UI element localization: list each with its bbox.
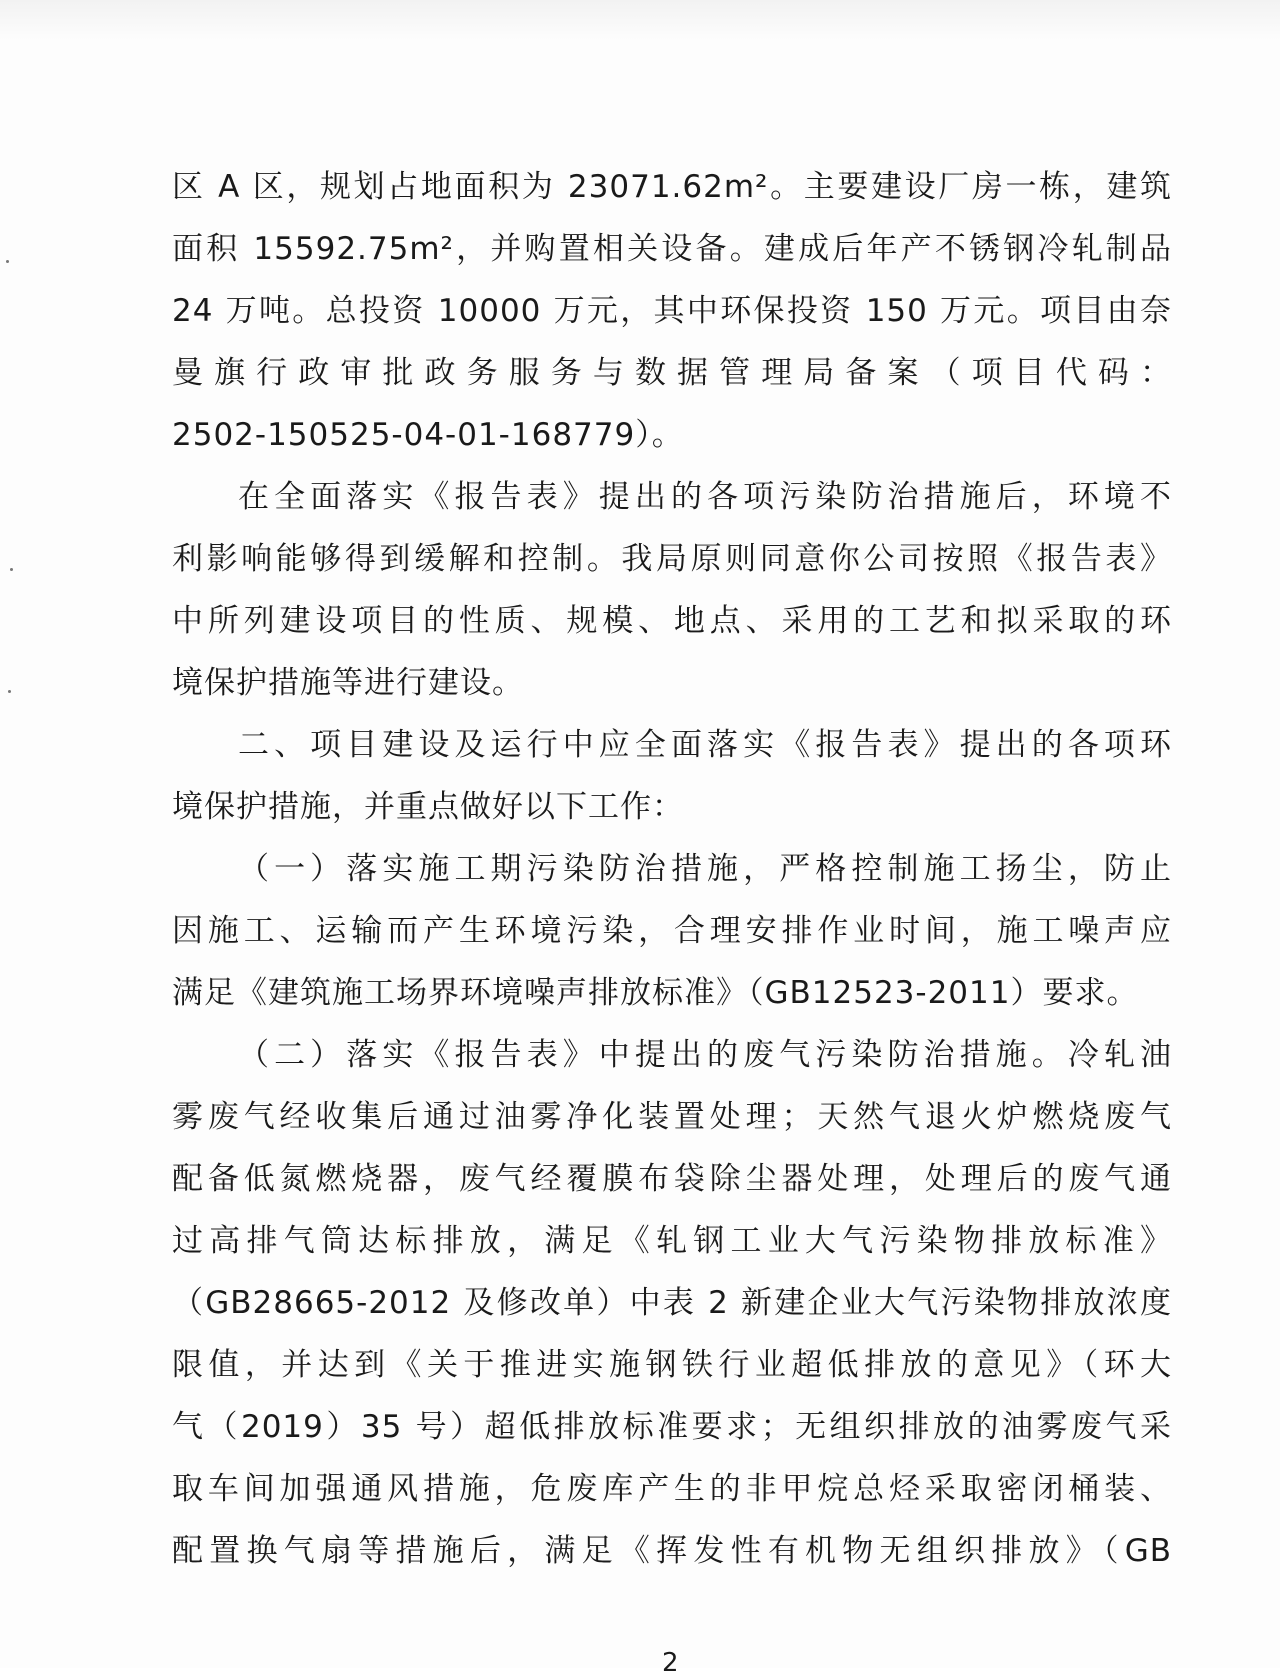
text-line: 境保护措施等进行建设。 bbox=[172, 665, 524, 701]
text-line: 气（2019）35 号）超低排放标准要求；无组织排放的油雾废气采 bbox=[172, 1409, 1172, 1445]
section-heading-line: 二、项目建设及运行中应全面落实《报告表》提出的各项环 bbox=[238, 727, 1172, 763]
text-line: 配置换气扇等措施后，满足《挥发性有机物无组织排放》（GB bbox=[172, 1533, 1172, 1569]
text-line: 因施工、运输而产生环境污染，合理安排作业时间，施工噪声应 bbox=[172, 913, 1172, 949]
scan-edge bbox=[0, 0, 1280, 40]
paragraph-first-line: （一）落实施工期污染防治措施，严格控制施工扬尘，防止 bbox=[238, 851, 1172, 887]
page-number: 2 bbox=[662, 1648, 679, 1678]
paragraph-first-line: （二）落实《报告表》中提出的废气污染防治措施。冷轧油 bbox=[238, 1037, 1172, 1073]
paragraph-first-line: 在全面落实《报告表》提出的各项污染防治措施后，环境不 bbox=[238, 479, 1172, 515]
text-line: 雾废气经收集后通过油雾净化装置处理；天然气退火炉燃烧废气 bbox=[172, 1099, 1172, 1135]
text-line: 2502-150525-04-01-168779）。 bbox=[172, 417, 684, 453]
text-line: 取车间加强通风措施，危废库产生的非甲烷总烃采取密闭桶装、 bbox=[172, 1471, 1172, 1507]
text-line: 满足《建筑施工场界环境噪声排放标准》（GB12523-2011）要求。 bbox=[172, 975, 1139, 1011]
margin-dot bbox=[10, 568, 13, 571]
text-line: 区 A 区，规划占地面积为 23071.62m²。主要建设厂房一栋，建筑 bbox=[172, 169, 1172, 205]
margin-dot bbox=[6, 260, 9, 263]
text-line: 过高排气筒达标排放，满足《轧钢工业大气污染物排放标准》 bbox=[172, 1223, 1172, 1259]
text-line: 利影响能够得到缓解和控制。我局原则同意你公司按照《报告表》 bbox=[172, 541, 1172, 577]
text-line: 境保护措施，并重点做好以下工作： bbox=[172, 789, 684, 825]
text-line: （GB28665-2012 及修改单）中表 2 新建企业大气污染物排放浓度 bbox=[172, 1285, 1172, 1321]
text-line: 面积 15592.75m²，并购置相关设备。建成后年产不锈钢冷轧制品 bbox=[172, 231, 1172, 267]
text-line: 曼旗行政审批政务服务与数据管理局备案（项目代码： bbox=[172, 355, 1172, 391]
margin-dot bbox=[8, 690, 11, 693]
text-line: 24 万吨。总投资 10000 万元，其中环保投资 150 万元。项目由奈 bbox=[172, 293, 1172, 329]
text-line: 限值，并达到《关于推进实施钢铁行业超低排放的意见》（环大 bbox=[172, 1347, 1172, 1383]
text-line: 中所列建设项目的性质、规模、地点、采用的工艺和拟采取的环 bbox=[172, 603, 1172, 639]
body-text bbox=[172, 156, 1172, 1582]
text-line: 配备低氮燃烧器，废气经覆膜布袋除尘器处理，处理后的废气通 bbox=[172, 1161, 1172, 1197]
